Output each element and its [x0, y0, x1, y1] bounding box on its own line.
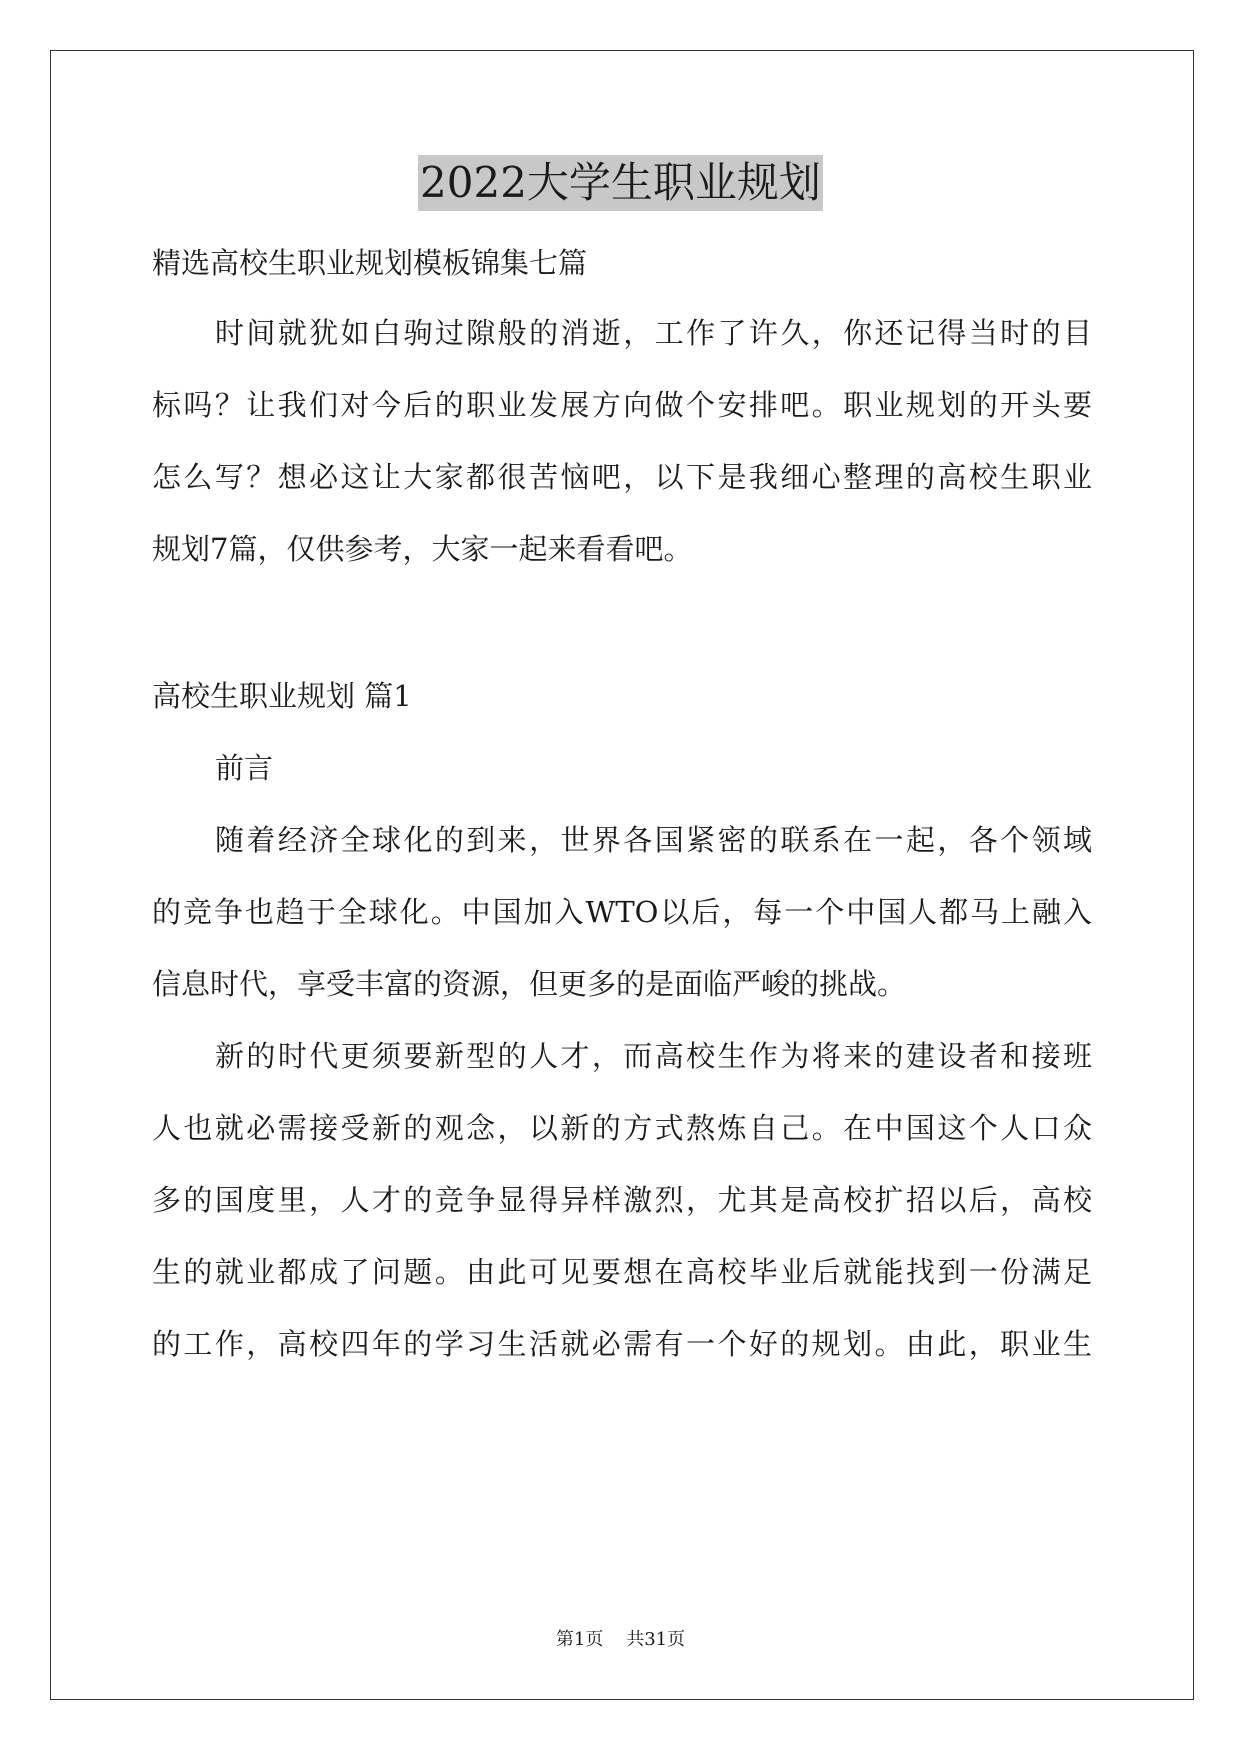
intro-line-last: 规划7篇，仅供参考，大家一起来看看吧。 — [152, 532, 693, 566]
section-heading: 高校生职业规划 篇1 — [152, 679, 412, 713]
page-total: 共31页 — [626, 1629, 686, 1650]
document-subtitle: 精选高校生职业规划模板锦集七篇 — [152, 246, 588, 280]
intro-line: 时间就犹如白驹过隙般的消逝，工作了许久，你还记得当时的目 — [215, 316, 1092, 350]
document-title — [0, 155, 1241, 211]
paragraph-line: 随着经济全球化的到来，世界各国紧密的联系在一起，各个领域 — [215, 823, 1092, 857]
page-number: 第1页 — [555, 1629, 604, 1650]
paragraph-line: 生的就业都成了问题。由此可见要想在高校毕业后就能找到一份满足 — [152, 1255, 1092, 1289]
paragraph-line-last: 信息时代，享受丰富的资源，但更多的是面临严峻的挑战。 — [152, 967, 907, 1001]
preface-label: 前言 — [215, 751, 274, 785]
intro-line: 标吗？让我们对今后的职业发展方向做个安排吧。职业规划的开头要 — [152, 388, 1092, 422]
paragraph-line: 的竞争也趋于全球化。中国加入WTO以后，每一个中国人都马上融入 — [152, 895, 1092, 929]
paragraph-line: 多的国度里，人才的竞争显得异样激烈，尤其是高校扩招以后，高校 — [152, 1183, 1092, 1217]
paragraph-line: 人也就必需接受新的观念，以新的方式熬炼自己。在中国这个人口众 — [152, 1111, 1092, 1145]
paragraph-line: 新的时代更须要新型的人才，而高校生作为将来的建设者和接班 — [215, 1039, 1092, 1073]
page-footer — [0, 1628, 1241, 1652]
intro-line: 怎么写？想必这让大家都很苦恼吧，以下是我细心整理的高校生职业 — [152, 460, 1092, 494]
page-border — [50, 50, 1194, 1700]
document-title-text: 2022大学生职业规划 — [418, 155, 823, 211]
paragraph-line: 的工作，高校四年的学习生活就必需有一个好的规划。由此，职业生 — [152, 1327, 1092, 1361]
